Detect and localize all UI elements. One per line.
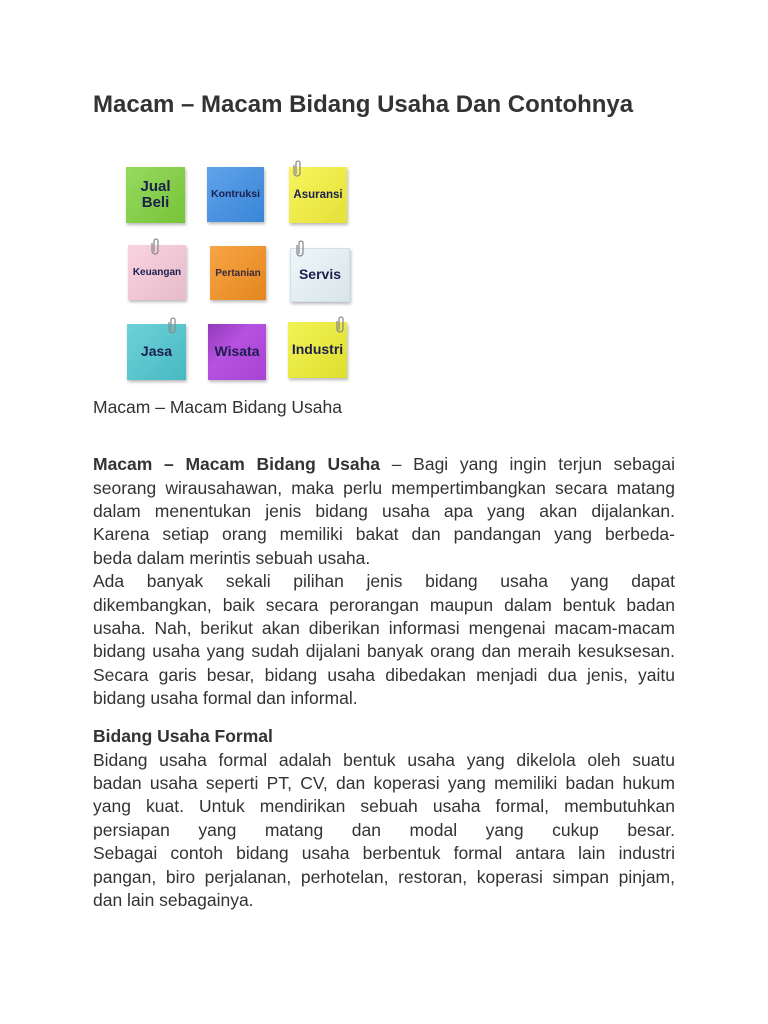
sticky-note-label: Servis bbox=[298, 266, 342, 283]
article-body bbox=[93, 453, 675, 912]
text-line: usaha. Nah, berikut akan diberikan informasi mengenai macam-macam bbox=[93, 618, 675, 639]
intro-paragraph bbox=[93, 453, 675, 570]
text-line: seorang wirausahawan, maka perlu mempertimbangkan secara matang bbox=[93, 477, 675, 498]
image-caption: Macam – Macam Bidang Usaha bbox=[93, 397, 342, 417]
sticky-note-label: Keuangan bbox=[132, 267, 182, 278]
text-line: Karena setiap orang memiliki bakat dan pandangan yang berbeda- bbox=[93, 524, 675, 545]
sticky-note-wisata bbox=[208, 324, 266, 380]
sticky-note-label: Jual Beli bbox=[140, 177, 171, 211]
document-title: Macam – Macam Bidang Usaha Dan Contohnya bbox=[93, 91, 634, 118]
intro-lead: Macam – Macam Bidang Usaha bbox=[93, 454, 381, 475]
sticky-note-jual-beli bbox=[126, 167, 185, 223]
sticky-note-label: Pertanian bbox=[215, 267, 261, 279]
text-line: dalam menentukan jenis bidang usaha apa yang akan dijalankan. bbox=[93, 501, 675, 522]
text-line: pangan, biro perjalanan, perhotelan, restoran, koperasi simpan pinjam, bbox=[93, 866, 675, 887]
text-line: dikembangkan, baik secara perorangan maupun dalam bentuk badan bbox=[93, 594, 675, 615]
paperclip-icon bbox=[296, 238, 306, 258]
text-line: Ada banyak sekali pilihan jenis bidang usaha yang dapat bbox=[93, 571, 675, 592]
text-line: persiapan yang matang dan modal yang cukup besar. bbox=[93, 819, 675, 840]
text-line: bidang usaha yang sudah dijalani banyak orang dan meraih kesuksesan. bbox=[93, 641, 675, 662]
section-paragraph bbox=[93, 749, 675, 913]
sticky-note-label: Asuransi bbox=[293, 188, 343, 201]
text-line-content: – Bagi yang ingin terjun sebagai bbox=[391, 454, 675, 475]
text-line: Sebagai contoh bidang usaha berbentuk formal antara lain industri bbox=[93, 843, 675, 864]
text-line: Bidang usaha formal adalah bentuk usaha yang dikelola oleh suatu bbox=[93, 749, 675, 770]
text-line: Secara garis besar, bidang usaha dibedakan menjadi dua jenis, yaitu bbox=[93, 664, 675, 685]
text-line bbox=[93, 453, 675, 476]
text-line: badan usaha seperti PT, CV, dan koperasi yang memiliki badan hukum bbox=[93, 772, 675, 793]
section-heading: Bidang Usaha Formal bbox=[93, 726, 273, 747]
sticky-note-label: Industri bbox=[291, 341, 344, 358]
sticky-note-kontruksi bbox=[207, 167, 264, 222]
paragraph bbox=[93, 664, 675, 711]
sticky-note-pertanian bbox=[210, 246, 266, 300]
text-line: beda dalam merintis sebuah usaha. bbox=[93, 547, 371, 568]
sticky-note-label: Wisata bbox=[214, 343, 260, 360]
text-line: dan lain sebagainya. bbox=[93, 889, 254, 910]
paperclip-icon bbox=[293, 158, 303, 178]
text-line: yang kuat. Untuk mendirikan sebuah usaha formal, membutuhkan bbox=[93, 796, 675, 817]
paperclip-icon bbox=[168, 315, 178, 335]
text-line: bidang usaha formal dan informal. bbox=[93, 688, 358, 709]
paperclip-icon bbox=[336, 314, 346, 334]
sticky-note-label: Kontruksi bbox=[210, 187, 260, 200]
sticky-note-label: Jasa bbox=[140, 343, 173, 360]
paperclip-icon bbox=[151, 236, 161, 256]
paragraph bbox=[93, 570, 675, 664]
